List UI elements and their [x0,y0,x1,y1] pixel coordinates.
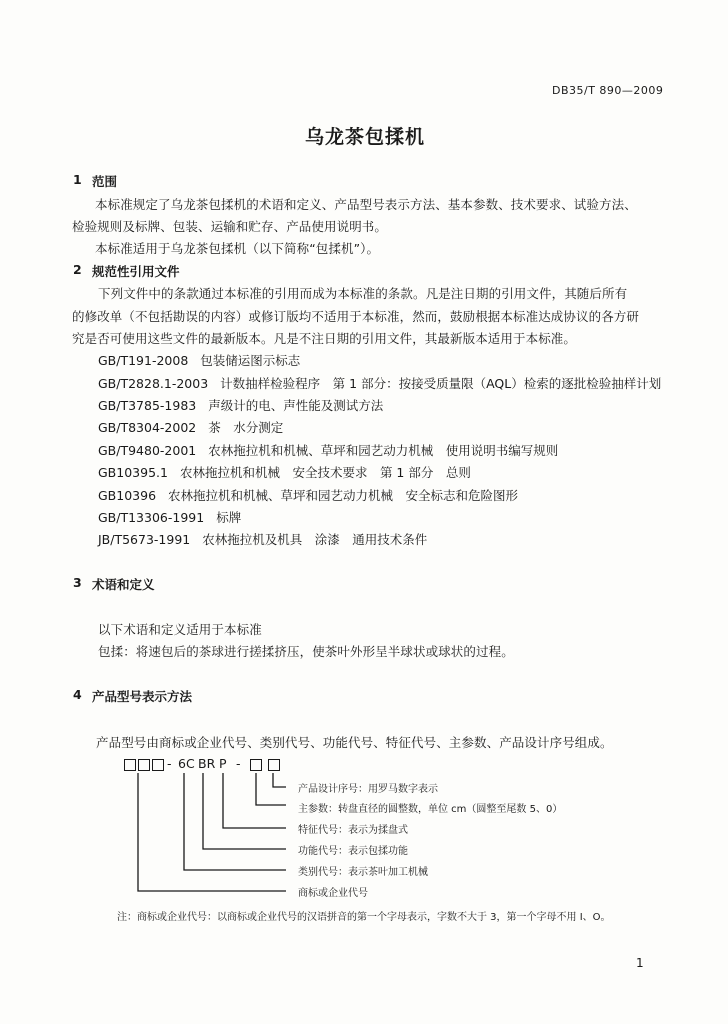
label-main-param: 主参数：转盘直径的圆整数，单位 cm（圆整至尾数 5、0） [298,804,563,815]
terms-intro: 以下术语和定义适用于本标准 [98,622,262,637]
reference-code: GB10395.1 [98,465,168,480]
normative-paragraph-line-3: 究是否可使用这些文件的最新版本。凡是不注日期的引用文件，其最新版本适用于本标准。 [72,331,577,346]
reference-code: GB/T8304-2002 [98,420,197,435]
reference-code: GB/T2828.1-2003 [98,376,209,391]
reference-title: 农林拖拉机和机械、草坪和园艺动力机械 使用说明书编写规则 [208,443,559,458]
model-code-p: P [219,756,227,771]
normative-paragraph-line-2: 的修改单（不包括勘误的内容）或修订版均不适用于本标准，然而，鼓励根据本标准达成协议的各方研 [72,309,640,324]
reference-title: 包装储运图示标志 [200,353,301,368]
term-definition-baorou: 包揉：将速包后的茶球进行搓揉挤压，使茶叶外形呈半球状或球状的过程。 [98,644,514,659]
reference-title: 计数抽样检验程序 第 1 部分：按接受质量限（AQL）检索的逐批检验抽样计划 [220,376,662,391]
model-dash-1: - [167,756,172,771]
section-4-heading: 产品型号表示方法 [92,689,193,704]
model-dash-2: - [236,756,241,771]
reference-title: 标牌 [216,510,242,525]
model-note: 注：商标或企业代号：以商标或企业代号的汉语拼音的第一个字母表示，字数不大于 3，第一个字母不用 I、O。 [117,912,611,923]
section-2-number: 2 [73,262,82,277]
scope-paragraph-1-cont: 检验规则及标牌、包装、运输和贮存、产品使用说明书。 [72,219,388,234]
section-4-number: 4 [73,687,82,702]
reference-title: 茶 水分测定 [208,420,284,435]
leader-main-param [256,773,286,805]
label-feature-code: 特征代号：表示为揉盘式 [298,825,408,836]
reference-code: JB/T5673-1991 [98,532,191,547]
leader-brand-code [138,773,286,891]
label-function-code: 功能代号：表示包揉功能 [298,846,408,857]
scope-paragraph-2: 本标准适用于乌龙茶包揉机（以下简称“包揉机”）。 [95,241,380,256]
reference-title: 农林拖拉机和机械、草坪和园艺动力机械 安全标志和危险图形 [168,488,519,503]
reference-code: GB10396 [98,488,157,503]
section-1-heading: 范围 [92,174,118,189]
page-number: 1 [636,956,644,970]
section-3-heading: 术语和定义 [92,577,155,592]
label-design-seq: 产品设计序号：用罗马数字表示 [298,784,438,795]
reference-code: GB/T13306-1991 [98,510,205,525]
section-3-number: 3 [73,575,82,590]
section-2-heading: 规范性引用文件 [92,264,180,279]
model-code-br: BR [198,756,216,771]
leader-feature-code [223,773,286,828]
reference-title: 农林拖拉机和机械 安全技术要求 第 1 部分 总则 [179,465,471,480]
label-category-code: 类别代号：表示茶叶加工机械 [298,867,428,878]
model-intro: 产品型号由商标或企业代号、类别代号、功能代号、特征代号、主参数、产品设计序号组成。 [96,735,613,750]
scope-paragraph-1: 本标准规定了乌龙茶包揉机的术语和定义、产品型号表示方法、基本参数、技术要求、试验方法、 [95,197,637,212]
reference-title: 声级计的电、声性能及测试方法 [208,398,384,413]
model-code-6c: 6C [178,756,195,771]
normative-paragraph-line-1: 下列文件中的条款通过本标准的引用而成为本标准的条款。凡是注日期的引用文件，其随后所有 [98,286,628,301]
section-1-number: 1 [73,172,82,187]
reference-code: GB/T191-2008 [98,353,189,368]
reference-code: GB/T3785-1983 [98,398,197,413]
reference-title: 农林拖拉机及机具 涂漆 通用技术条件 [202,532,428,547]
label-brand-code: 商标或企业代号 [298,888,368,899]
leader-design-seq [273,773,286,787]
standard-code-header: DB35/T 890—2009 [552,84,664,97]
leader-category-code [184,773,286,870]
reference-code: GB/T9480-2001 [98,443,197,458]
document-title: 乌龙茶包揉机 [305,126,426,148]
